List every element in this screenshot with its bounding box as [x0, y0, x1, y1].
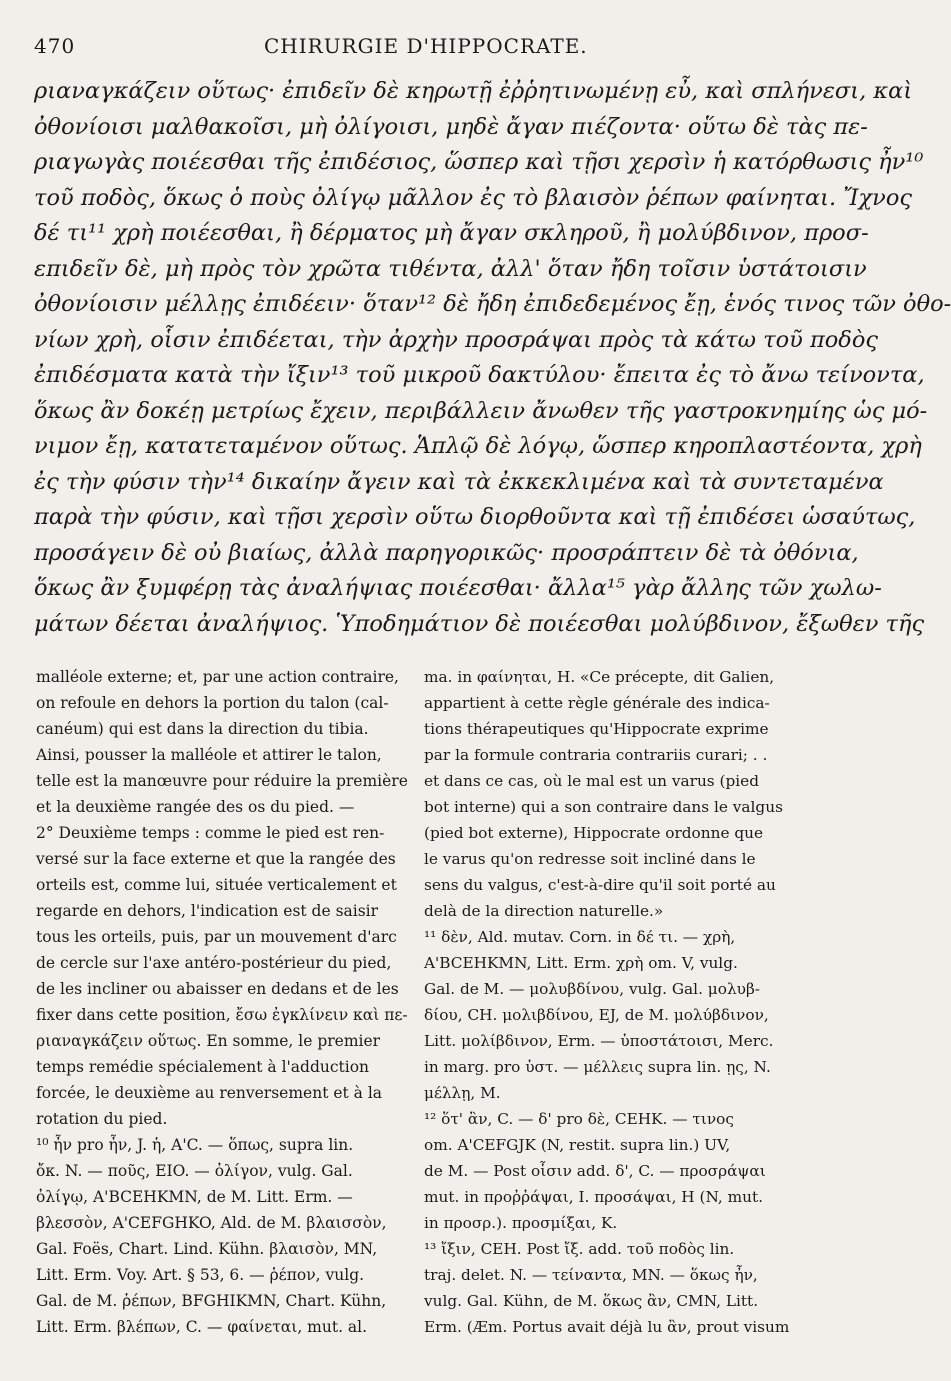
footnote-line: traj. delet. N. — τείναντα, MN. — ὅκως ἦν, [424, 1266, 758, 1284]
greek-text-line: τοῦ ποδὸς, ὅκως ὁ ποὺς ὀλίγῳ μᾶλλον ἐς τὸ βλαισὸν ῥέπων φαίνηται. Ἴχνος [34, 184, 913, 211]
page-header [34, 28, 774, 68]
text-line: et la deuxième rangée des os du pied. — [36, 798, 355, 816]
text-line: 2° Deuxième temps : comme le pied est ren- [36, 824, 385, 842]
greek-text-line: νιμον ἔῃ, κατατεταμένον οὕτως. Ἁπλῷ δὲ λόγῳ, ὥσπερ κηροπλαστέοντα, χρὴ [34, 433, 922, 459]
text-line: Litt. Erm. Voy. Art. § 53, 6. — ῥέπον, vulg. [36, 1266, 365, 1284]
text-line: forcée, le deuxième au renversement et à la [36, 1084, 383, 1102]
text-line: de les incliner ou abaisser en dedans et de les [36, 980, 399, 998]
greek-text-line: δέ τι¹¹ χρὴ ποιέεσθαι, ἢ δέρματος μὴ ἄγαν σκληροῦ, ἢ μολύβδινον, προσ- [34, 220, 869, 246]
footnote-line: δίου, CH. μολιβδίνου, EJ, de M. μολύβδινον, [424, 1006, 769, 1024]
footnote-line: Litt. μολίβδινον, Erm. — ὑποστάτοισι, Merc. [424, 1032, 774, 1050]
greek-text-line: παρὰ τὴν φύσιν, καὶ τῇσι χερσὶν οὕτω διορθοῦντα καὶ τῇ ἐπιδέσει ὡσαύτως, [34, 504, 916, 530]
text-line: malléole externe; et, par une action contraire, [36, 668, 399, 686]
greek-text-line: προσάγειν δὲ οὐ βιαίως, ἀλλὰ παρηγορικῶς· προσράπτειν δὲ τὰ ὀθόνια, [34, 539, 859, 566]
greek-text-line: ἐς τὴν φύσιν τὴν¹⁴ δικαίην ἄγειν καὶ τὰ ἐκκεκλιμένα καὶ τὰ συντεταμένα [34, 468, 884, 495]
footnotes-column [424, 664, 790, 1340]
text-line: fixer dans cette position, ἔσω ἐγκλίνειν καὶ πε- [36, 1006, 408, 1024]
footnote-line: om. A'CEFGJK (N, restit. supra lin.) UV, [424, 1136, 731, 1154]
text-line: regarde en dehors, l'indication est de saisir [36, 902, 379, 920]
footnote-line: Erm. (Æm. Portus avait déjà lu ἂν, prout visum [424, 1318, 790, 1336]
footnote-line: in προσρ.). προσμίξαι, K. [424, 1214, 618, 1232]
greek-text-block [34, 74, 951, 642]
greek-text-line: επιδεῖν δὲ, μὴ πρὸς τὸν χρῶτα τιθέντα, ἀλλ' ὅταν ἤδη τοῖσιν ὑστάτοισιν [34, 255, 867, 282]
text-line: ριαναγκάζειν οὕτως. En somme, le premier [36, 1032, 381, 1050]
text-line: rotation du pied. [36, 1110, 168, 1128]
footnote-line: sens du valgus, c'est-à-dire qu'il soit porté au [424, 876, 776, 894]
text-line: Litt. Erm. βλέπων, C. — φαίνεται, mut. al. [36, 1318, 368, 1336]
footnote-line: ¹¹ δὲν, Ald. mutav. Corn. in δέ τι. — χρὴ, [424, 928, 736, 946]
greek-text-line: ριαναγκάζειν οὕτως· ἐπιδεῖν δὲ κηρωτῇ ἐῤῥητινωμένῃ εὖ, καὶ σπλήνεσι, καὶ [34, 78, 913, 104]
text-line: βλεσσὸν, A'CEFGHKO, Ald. de M. βλαισσὸν, [36, 1214, 387, 1232]
footnote-line: ¹² ὅτ' ἂν, C. — δ' pro δὲ, CEHK. — τινος [424, 1110, 734, 1128]
text-line: orteils est, comme lui, située verticalement et [36, 876, 397, 894]
footnote-line: appartient à cette règle générale des indica- [424, 694, 770, 712]
footnote-line: ¹³ ἴξιν, CEH. Post ἴξ. add. τοῦ ποδὸς lin. [424, 1240, 735, 1258]
greek-text-line: ὅκως ἂν ξυμφέρῃ τὰς ἀναλήψιας ποιέεσθαι· ἄλλα¹⁵ γὰρ ἄλλης τῶν χωλω- [34, 575, 882, 601]
footnote-line: par la formule contraria contrariis curari; . . [424, 746, 768, 764]
french-translation-column [36, 664, 408, 1340]
footnote-line: ma. in φαίνηται, H. «Ce précepte, dit Galien, [424, 668, 775, 686]
greek-text-line: ὀθονίοισι μαλθακοῖσι, μὴ ὀλίγοισι, μηδὲ ἄγαν πιέζοντα· οὕτω δὲ τὰς πε- [34, 113, 868, 140]
footnote-line: de M. — Post οἷσιν add. δ', C. — προσράψαι [424, 1162, 766, 1180]
greek-text-line: ἐπιδέσματα κατὰ τὴν ἴξιν¹³ τοῦ μικροῦ δακτύλου· ἔπειτα ἐς τὸ ἄνω τείνοντα, [34, 362, 925, 388]
text-line: tous les orteils, puis, par un mouvement d'arc [36, 928, 397, 946]
footnote-line: et dans ce cas, où le mal est un varus (pied [424, 772, 760, 790]
greek-text-line: νίων χρὴ, οἷσιν ἐπιδέεται, τὴν ἀρχὴν προσράψαι πρὸς τὰ κάτω τοῦ ποδὸς [34, 326, 878, 353]
text-line: Gal. de M. ῥέπων, BFGHIKMN, Chart. Kühn, [36, 1292, 387, 1310]
footnote-line: mut. in προῤῥάψαι, I. προσάψαι, H (N, mut. [424, 1188, 763, 1206]
text-line: Gal. Foës, Chart. Lind. Kühn. βλαισὸν, MN, [36, 1240, 378, 1258]
footnote-line: Gal. de M. — μολυβδίνου, vulg. Gal. μολυβ- [424, 980, 760, 998]
text-line: Ainsi, pousser la malléole et attirer le talon, [36, 746, 382, 764]
text-line: telle est la manœuvre pour réduire la première [36, 772, 408, 790]
footnote-line: μέλλῃ, M. [424, 1084, 501, 1102]
footnote-line: (pied bot externe), Hippocrate ordonne que [424, 824, 764, 842]
greek-text-line: ριαγωγὰς ποιέεσθαι τῆς ἐπιδέσιος, ὥσπερ καὶ τῇσι χερσὶν ἡ κατόρθωσις ἦν¹⁰ [34, 149, 924, 175]
footnote-line: tions thérapeutiques qu'Hippocrate exprime [424, 720, 769, 738]
footnote-line: in marg. pro ὑστ. — μέλλεις supra lin. ῃς, N. [424, 1058, 771, 1076]
running-head: CHIRURGIE D'HIPPOCRATE. [264, 34, 588, 58]
greek-text-line: ὀθονίοισιν μέλλῃς ἐπιδέειν· ὅταν¹² δὲ ἤδη ἐπιδεδεμένος ἔῃ, ἑνός τινος τῶν ὀθο- [34, 291, 951, 317]
footnote-line: delà de la direction naturelle.» [424, 902, 664, 920]
text-line: de cercle sur l'axe antéro-postérieur du pied, [36, 954, 392, 972]
greek-text-line: μάτων δέεται ἀναλήψιος. Ὑποδημάτιον δὲ ποιέεσθαι μολύβδινον, ἔξωθεν τῆς [34, 610, 925, 637]
footnote-line: le varus qu'on redresse soit incliné dans le [424, 850, 756, 868]
text-line: canéum) qui est dans la direction du tibia. [36, 720, 369, 738]
footnote-line: vulg. Gal. Kühn, de M. ὅκως ἂν, CMN, Litt. [424, 1292, 759, 1310]
page-number: 470 [34, 34, 76, 58]
text-line: ¹⁰ ἦν pro ἦν, J. ἡ, A'C. — ὅπως, supra lin. [36, 1136, 354, 1154]
text-line: on refoule en dehors la portion du talon (cal- [36, 694, 389, 712]
text-line: temps remédie spécialement à l'adduction [36, 1058, 370, 1076]
text-line: ὀλίγῳ, A'BCEHKMN, de M. Litt. Erm. — [36, 1188, 353, 1206]
greek-text-line: ὅκως ἂν δοκέῃ μετρίως ἔχειν, περιβάλλειν ἄνωθεν τῆς γαστροκνημίης ὡς μό- [34, 397, 928, 424]
text-line: ὄκ. N. — ποῦς, EIO. — ὀλίγον, vulg. Gal. [36, 1162, 353, 1180]
footnote-line: bot interne) qui a son contraire dans le valgus [424, 798, 783, 816]
footnote-line: A'BCEHKMN, Litt. Erm. χρὴ om. V, vulg. [424, 954, 738, 972]
text-line: versé sur la face externe et que la rangée des [36, 850, 396, 868]
